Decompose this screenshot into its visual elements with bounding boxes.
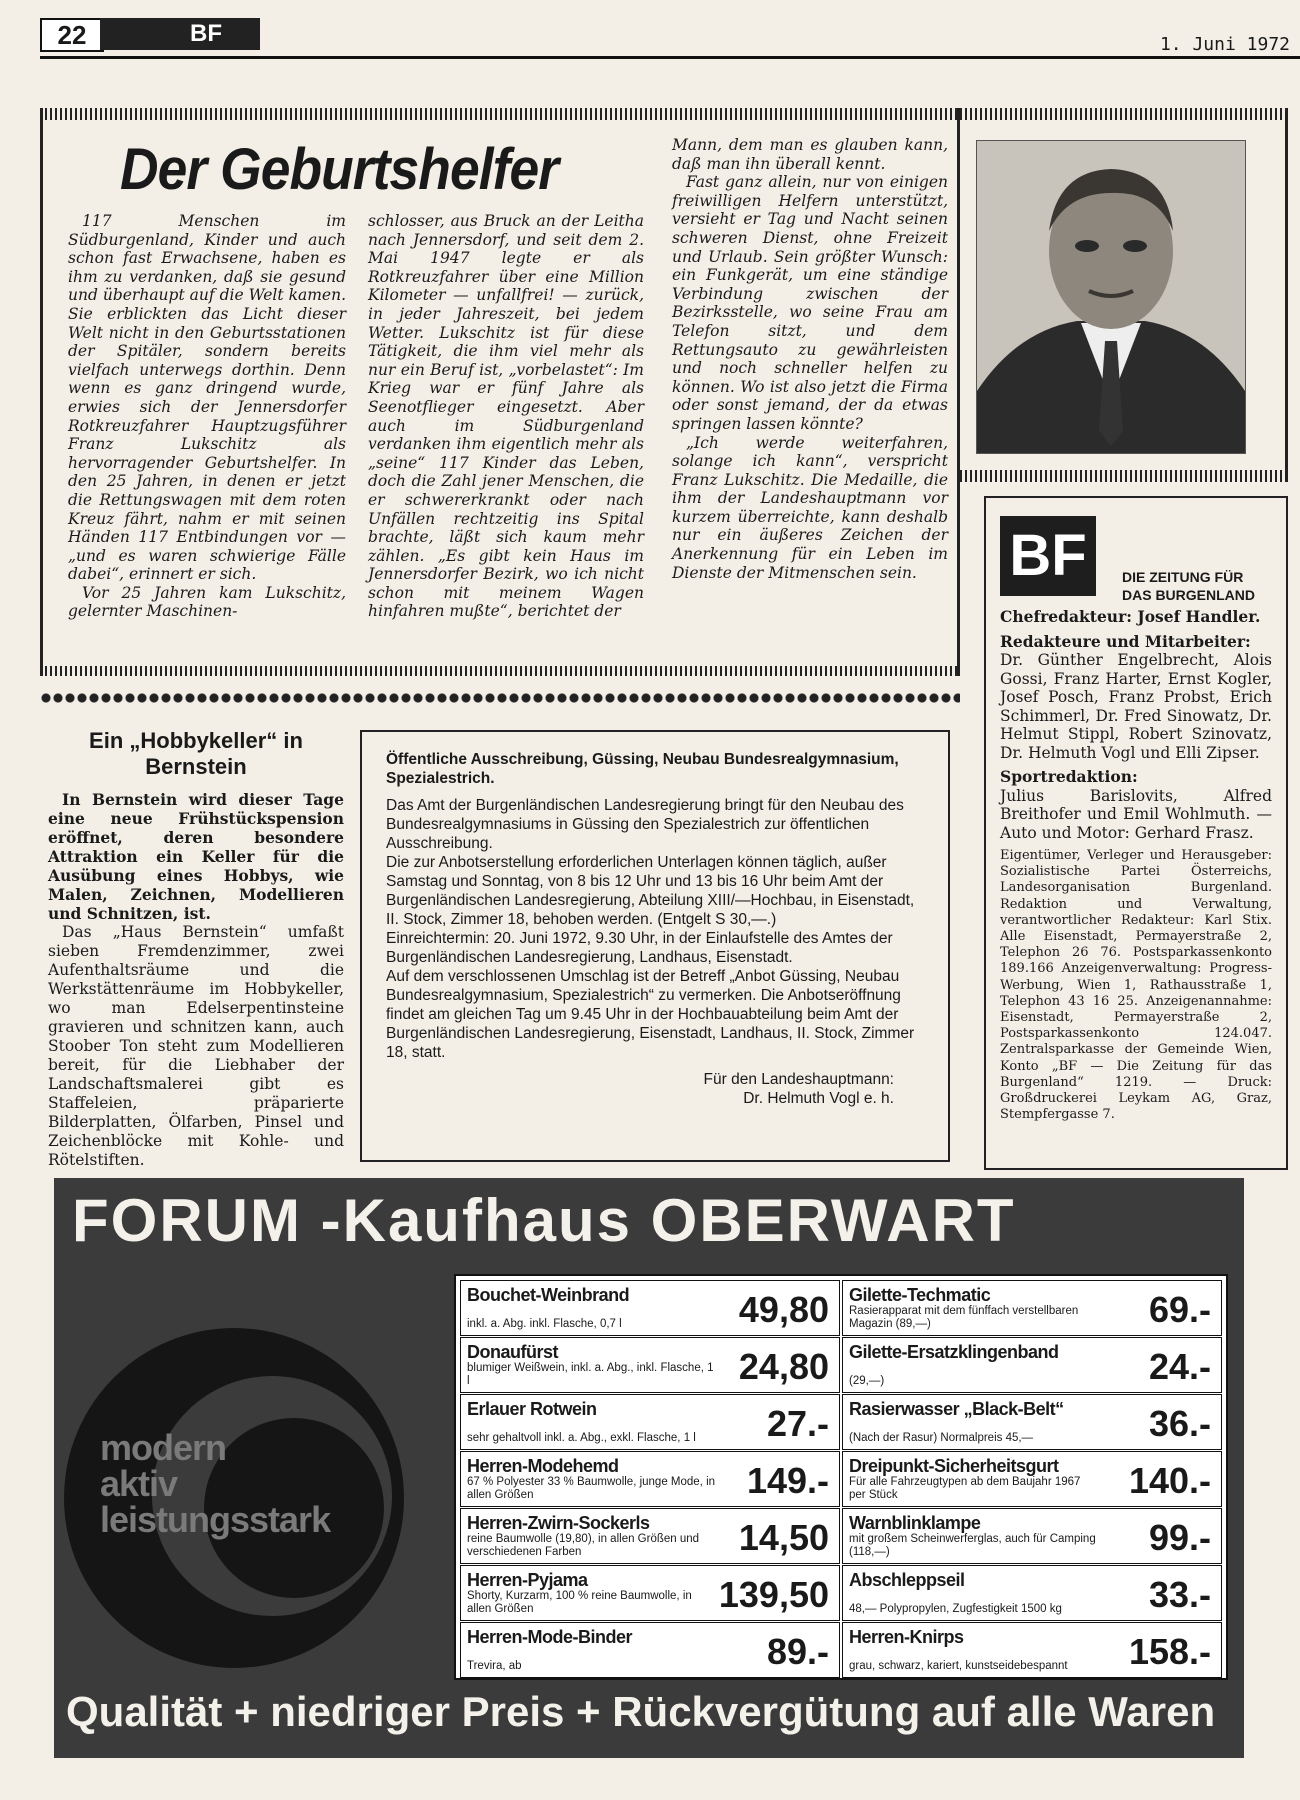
ad-slogan: [100, 1427, 331, 1540]
frame-bottom: [40, 666, 960, 676]
notice-p4: Auf dem verschlossenen Umschlag ist der Betreff „Anbot Güssing, Neubau Bundesrealgymnasium, Spezialestrich“ zu vermerken. Die Anbotseröffnung findet am gleichen Tag um 9.45 Uhr in der Hochbauabteilung beim Amt der Burgenländischen Landesregierung, Eisenstadt, Landhaus, II. Stock, Zimmer 18, statt.: [386, 968, 915, 1061]
ad-item-price: 36.-: [1148, 1403, 1211, 1444]
ad-price-grid: [454, 1274, 1228, 1680]
issue-date: 1. Juni 1972: [1159, 34, 1290, 55]
forum-ad: [54, 1178, 1244, 1758]
article-col-3c-text: „Ich werde weiterfahren, solange ich kann“, verspricht Franz Lukschitz. Die Medaille, die ihm der Landeshauptmann vor kurzem überreichte, kann deshalb nur ein äußeres Zeichen der Anerkennung für ein Leben im Dienste der Mitmenschen sein.: [672, 433, 948, 582]
ad-item-price: 140.-: [1128, 1460, 1211, 1501]
article-col-1b-text: Vor 25 Jahren kam Lukschitz, gelernter Maschinen-: [68, 583, 346, 621]
page-number: 22: [40, 18, 104, 52]
frame-left: [40, 108, 43, 676]
masthead-imprint: Eigentümer, Verleger und Herausgeber: Sozialistische Partei Österreichs, Landesorganisation Burgenland. Redaktion und Verwaltung, verantwortlicher Redakteur: Karl Stix. Alle Eisenstadt, Permayerstraße 2, Telephon 26 76. Postsparkassenkonto 189.166 Anzeigenverwaltung: Progress-Werbung, Wien 1, Rathausstraße 1, Telephon 43 16 25. Anzeigenannahme: Eisenstadt, Permayerstraße 2, Postsparkassenkonto 124.047. Zentralsparkasse der Gemeinde Wien, Konto „BF — Die Zeitung für das Burgenland“ 1219. — Druck: Großdruckerei Leykam AG, Graz, Stempfergasse 7.: [1000, 848, 1272, 1123]
masthead-sport: Julius Barislovits, Alfred Breithofer und Emil Wohlmuth. — Auto und Motor: Gerhard Frasz.: [1000, 786, 1272, 842]
ad-item-price: 158.-: [1128, 1631, 1211, 1672]
article-col-1: [68, 212, 346, 621]
notice-p2: Die zur Anbotserstellung erforderlichen Unterlagen können täglich, außer Samstag und Sonntag, von 8 bis 12 Uhr und 13 bis 16 Uhr beim Amt der Burgenländischen Landesregierung, Abteilung XIII/—Hochbau, in Eisenstadt, II. Stock, Zimmer 18, behoben werden. (Entgelt S 30,—.): [386, 854, 915, 928]
ad-item: [842, 1622, 1222, 1678]
notice-p1: Das Amt der Burgenländischen Landesregierung bringt für den Neubau des Bundesrealgymnasiums in Güssing den Spezialestrich zur öffentlichen Ausschreibung.: [386, 797, 904, 852]
ad-item-name: Donaufürst: [467, 1342, 558, 1362]
ad-item-price: 24.-: [1148, 1346, 1211, 1387]
ad-item: [842, 1565, 1222, 1621]
ad-item-name: Herren-Knirps: [849, 1627, 964, 1647]
masthead-logo: BF: [1000, 516, 1096, 596]
ad-slogan-2: aktiv: [100, 1463, 178, 1504]
ad-item-price: 49,80: [738, 1289, 829, 1330]
ad-item-desc: reine Baumwolle (19,80), in allen Größen und verschiedenen Farben: [467, 1533, 700, 1558]
hobby-title: Ein „Hobbykeller“ in Bernstein: [89, 728, 303, 779]
ad-item: [460, 1622, 840, 1678]
ad-item: [460, 1451, 840, 1507]
header-rule: [40, 56, 1300, 59]
article-col-3: [672, 136, 948, 582]
article-col-1-text: 117 Menschen im Südburgenland, Kinder und auch schon fast Erwachsene, haben es ihm zu verdanken, daß sie gesund und überhaupt auf die Welt kamen. Sie erblickten das Licht dieser Welt nicht in den Geburtsstationen der Spitäler, sondern bereits vielfach unterwegs dorthin. Denn wenn es ganz dringend wurde, erwies sich der Jennersdorfer Rotkreuzfahrer Hauptzugsführer Franz Lukschitz als hervorragender Geburtshelfer. In den 25 Jahren, in denen er jetzt die Rettungswagen mit dem roten Kreuz fährt, nahm er mit seinen Händen 117 Entbindungen vor — „und es waren schwierige Fälle dabei“, erinnert er sich.: [68, 212, 346, 584]
ad-item: [460, 1508, 840, 1564]
ad-item-name: Herren-Mode-Binder: [467, 1627, 633, 1647]
masthead-tagline: [1122, 568, 1255, 604]
ad-item: [460, 1280, 840, 1336]
hobby-article: [48, 728, 344, 1170]
ad-item-price: 14,50: [738, 1517, 829, 1558]
ad-item-name: Gilette-Techmatic: [849, 1285, 991, 1305]
ad-item: [842, 1394, 1222, 1450]
notice-p3: Einreichtermin: 20. Juni 1972, 9.30 Uhr, in der Einlaufstelle des Amtes der Burgenländischen Landesregierung, Landhaus, Eisenstadt.: [386, 930, 893, 966]
ad-item-price: 27.-: [766, 1403, 829, 1444]
dotted-divider: [40, 692, 960, 704]
notice-sign-2: Dr. Helmuth Vogl e. h.: [743, 1090, 894, 1107]
ad-slogan-1: modern: [100, 1427, 227, 1468]
masthead-box: [984, 496, 1288, 1170]
masthead-tagline-1: DIE ZEITUNG FÜR: [1122, 569, 1244, 585]
ad-item-name: Abschleppseil: [849, 1570, 965, 1590]
ad-item: [842, 1280, 1222, 1336]
masthead-editors: Dr. Günther Engelbrecht, Alois Gossi, Franz Harter, Ernst Kogler, Josef Posch, Franz Probst, Erich Schimmerl, Dr. Fred Sinowatz, Dr. Helmut Stippl, Robert Szinovatz, Dr. Helmuth Vogl und Elli Zipser.: [1000, 651, 1272, 762]
ad-item: [460, 1337, 840, 1393]
hobby-lead: In Bernstein wird dieser Tage eine neue Frühstückspension eröffnet, deren besondere Attraktion ein Keller für die Ausübung eines Hobbys, wie Malen, Zeichnen, Modellieren und Schnitzen, ist.: [48, 790, 344, 923]
ad-item-price: 33.-: [1148, 1574, 1211, 1615]
ad-item-price: 89.-: [766, 1631, 829, 1672]
ad-item-name: Rasierwasser „Black-Belt“: [849, 1399, 1064, 1419]
ad-footer: Qualität + niedriger Preis + Rückvergütung auf alle Waren: [66, 1688, 1216, 1735]
portrait-illustration: [977, 141, 1245, 453]
masthead-sport-label: Sportredaktion:: [1000, 767, 1138, 786]
ad-item: [460, 1565, 840, 1621]
frame-photo-right: [1285, 108, 1288, 482]
ad-item-desc: Rasierapparat mit dem fünffach verstellbaren Magazin (89,—): [849, 1305, 1079, 1330]
ad-item-name: Herren-Modehemd: [467, 1456, 619, 1476]
hobby-body: Das „Haus Bernstein“ umfaßt sieben Fremdenzimmer, zwei Aufenthaltsräume und die Werkstättenräume im Hobbykeller, wo man Edelserpentinsteine gravieren und schnitzen kann, auch Stoober Ton steht zum Modellieren bereit, für die Liebhaber der Landschaftsmalerei gibt es Staffeleien, präparierte Bilderplatten, Ölfarben, Pinsel und Zeichenblöcke mit Kohle- und Rötelstiften.: [48, 923, 344, 1169]
ad-item-price: 99.-: [1148, 1517, 1211, 1558]
ad-item-desc: grau, schwarz, kariert, kunstseidebespannt: [849, 1660, 1068, 1672]
ad-item-name: Herren-Pyjama: [467, 1570, 588, 1590]
ad-item-desc: Shorty, Kurzarm, 100 % reine Baumwolle, in allen Größen: [467, 1590, 692, 1615]
ad-item-desc: blumiger Weißwein, inkl. a. Abg., inkl. Flasche, 1 l: [467, 1362, 714, 1387]
ad-item-price: 139,50: [718, 1574, 829, 1615]
ad-item-name: Herren-Zwirn-Sockerls: [467, 1513, 650, 1533]
ad-item-desc: Trevira, ab: [467, 1660, 522, 1672]
notice-sign-1: Für den Landeshauptmann:: [703, 1071, 894, 1088]
article-col-3-text: Mann, dem man es glauben kann, daß man ihn überall kennt.: [672, 136, 948, 173]
ad-item-price: 24,80: [738, 1346, 829, 1387]
ad-item-name: Bouchet-Weinbrand: [467, 1285, 630, 1305]
ad-item-name: Gilette-Ersatzklingenband: [849, 1342, 1059, 1362]
ad-item-name: Erlauer Rotwein: [467, 1399, 597, 1419]
article-col-2-text: schlosser, aus Bruck an der Leitha nach Jennersdorf, und seit dem 2. Mai 1947 legte er als Rotkreuzfahrer über eine Million Kilometer — unfallfrei! — zurück, in jeder Jahreszeit, bei jedem Wetter. Lukschitz ist für diese Tätigkeit, die ihm viel mehr als nur ein Beruf ist, „vorbelastet“: Im Krieg war er fünf Jahre als Seenotflieger eingesetzt. Aber auch im Südburgenland verdanken ihm eigentlich mehr als „seine“ 117 Kinder das Leben, doch die Zahl jener Menschen, die er schwererkrankt oder nach Unfällen rechtzeitig ins Spital brachte, läßt sich kaum mehr zählen. „Es gibt kein Haus im Jennersdorfer Bezirk, wo ich nicht schon mit meinem Wagen hinfahren mußte“, berichtet der: [368, 212, 644, 621]
frame-photo-bottom: [960, 470, 1288, 482]
notice-title: Öffentliche Ausschreibung, Güssing, Neubau Bundesrealgymnasium, Spezialestrich.: [386, 751, 899, 787]
article-col-2: [368, 212, 644, 621]
ad-item: [842, 1508, 1222, 1564]
ad-item-desc: mit großem Scheinwerferglas, auch für Camping (118,—): [849, 1533, 1096, 1558]
portrait-photo: [976, 140, 1246, 454]
ad-item-desc: (Nach der Rasur) Normalpreis 45,—: [849, 1432, 1034, 1444]
ad-item-price: 149.-: [746, 1460, 829, 1501]
ad-item-desc: sehr gehaltvoll inkl. a. Abg., exkl. Flasche, 1 l: [467, 1432, 696, 1444]
frame-right: [957, 108, 960, 676]
frame-top: [40, 108, 1288, 120]
ad-slogan-3: leistungsstark: [100, 1499, 331, 1540]
ad-item: [842, 1337, 1222, 1393]
ad-item-desc: 67 % Polyester 33 % Baumwolle, junge Mode, in allen Größen: [467, 1476, 716, 1501]
article-col-3b-text: Fast ganz allein, nur von einigen freiwilligen Helfern unterstützt, versieht er Tag und Nacht seinen schweren Dienst, ohne Freizeit und Urlaub. Sein größter Wunsch: ein Funkgerät, um eine ständige Verbindung zwischen der Bezirksstelle, wo seine Frau am Telefon sitzt, und dem Rettungsauto zu gewährleisten und noch schneller helfen zu können. Wo ist also jetzt die Firma oder sonst jemand, der da etwas springen lassen könnte?: [672, 173, 948, 433]
ad-item-desc: 48,— Polypropylen, Zugfestigkeit 1500 kg: [849, 1603, 1062, 1615]
paper-logo: BF: [100, 18, 260, 50]
ad-item-name: Dreipunkt-Sicherheitsgurt: [849, 1456, 1059, 1476]
tender-notice: [360, 730, 950, 1162]
ad-item-desc: Für alle Fahrzeugtypen ab dem Baujahr 1967 per Stück: [849, 1476, 1081, 1501]
ad-item-desc: inkl. a. Abg. inkl. Flasche, 0,7 l: [467, 1318, 622, 1330]
ad-item-name: Warnblinklampe: [849, 1513, 981, 1533]
article-title: Der Geburtshelfer: [120, 137, 559, 202]
ad-item: [460, 1394, 840, 1450]
ad-item-price: 69.-: [1148, 1289, 1211, 1330]
ad-item: [842, 1451, 1222, 1507]
masthead-chief: Chefredakteur: Josef Handler.: [1000, 607, 1261, 626]
ad-item-desc: (29,—): [849, 1375, 885, 1387]
masthead-tagline-2: DAS BURGENLAND: [1122, 587, 1255, 603]
masthead-editors-label: Redakteure und Mitarbeiter:: [1000, 631, 1251, 651]
ad-title: FORUM -Kaufhaus OBERWART: [72, 1187, 1016, 1254]
